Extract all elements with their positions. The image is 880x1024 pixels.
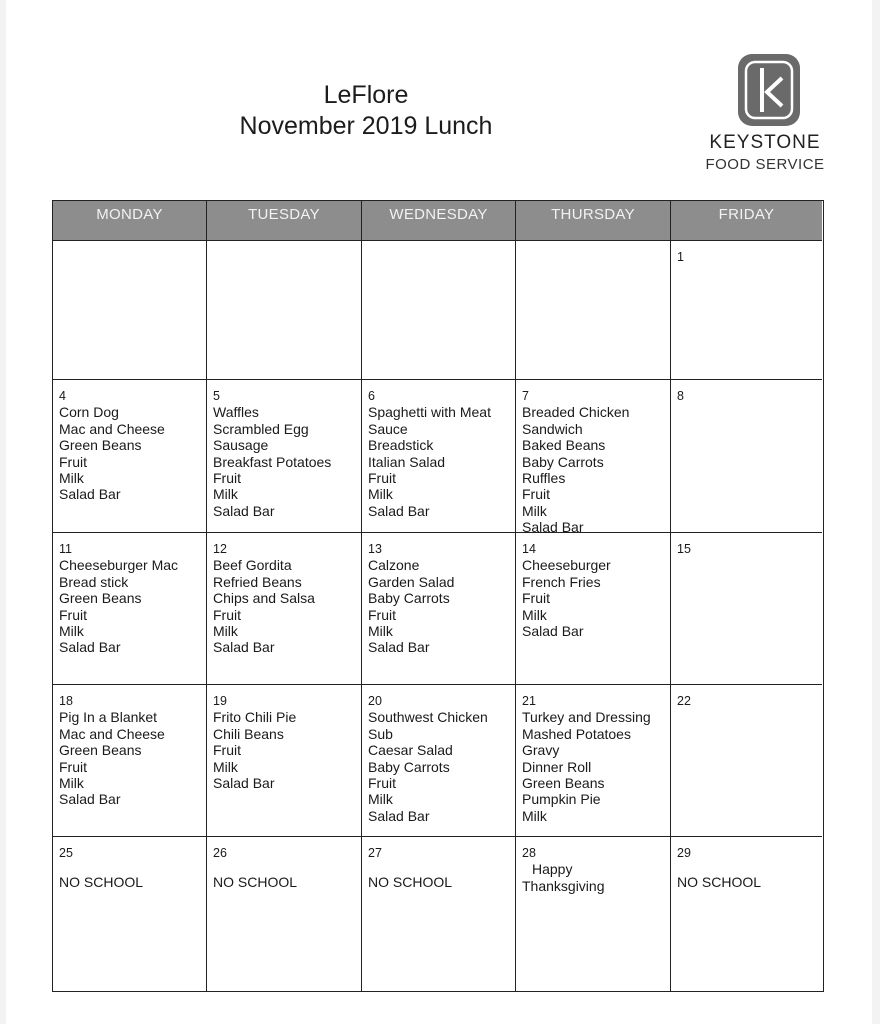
menu-item: Cheeseburger Mac xyxy=(59,557,179,574)
menu-item: Salad Bar xyxy=(213,775,275,792)
menu-item: Salad Bar xyxy=(59,791,121,808)
menu-item: Scrambled Egg xyxy=(213,420,309,437)
menu-item: Pumpkin Pie xyxy=(522,791,601,808)
menu-item: Breaded Chicken xyxy=(522,404,630,421)
menu-item: Chili Beans xyxy=(213,725,284,742)
menu-item: Milk xyxy=(522,807,547,824)
menu-item: Calzone xyxy=(368,557,420,574)
date-number: 11 xyxy=(59,542,72,556)
no-school-note: NO SCHOOL xyxy=(213,874,298,891)
menu-item: Salad Bar xyxy=(522,519,584,533)
day-cell xyxy=(53,685,207,837)
day-cell xyxy=(671,241,822,380)
date-number: 1 xyxy=(677,250,684,264)
no-school-note: NO SCHOOL xyxy=(677,874,762,891)
keystone-logo xyxy=(700,52,830,176)
date-number: 14 xyxy=(522,542,536,556)
logo-subtitle: FOOD SERVICE xyxy=(705,156,825,173)
menu-item: Fruit xyxy=(213,470,241,487)
menu-item: Breadstick xyxy=(368,437,434,454)
menu-item: Mashed Potatoes xyxy=(522,725,631,742)
menu-item: Salad Bar xyxy=(213,639,275,656)
date-number: 19 xyxy=(213,694,227,708)
menu-item: Turkey and Dressing xyxy=(522,709,651,726)
menu-item: Fruit xyxy=(522,590,550,607)
menu-item: Fruit xyxy=(59,606,87,623)
holiday-note-line1: Happy xyxy=(532,861,573,878)
menu-item: Pig In a Blanket xyxy=(59,709,158,726)
menu-item: Baby Carrots xyxy=(368,758,450,775)
logo-name: KEYSTONE xyxy=(709,132,821,153)
menu-item: Milk xyxy=(213,486,238,503)
menu-item: Salad Bar xyxy=(59,486,121,503)
day-cell xyxy=(362,837,516,992)
menu-item: Sauce xyxy=(368,420,408,437)
day-cell xyxy=(516,837,671,992)
menu-item: Waffles xyxy=(213,404,259,421)
day-cell xyxy=(207,533,362,685)
menu-item: Milk xyxy=(59,470,84,487)
day-header-friday: FRIDAY xyxy=(671,201,822,241)
day-cell xyxy=(53,533,207,685)
menu-item: Milk xyxy=(522,502,547,519)
menu-item: Breakfast Potatoes xyxy=(213,453,332,470)
menu-item: Milk xyxy=(368,791,393,808)
day-cell xyxy=(207,380,362,533)
day-cell xyxy=(671,380,822,533)
menu-item: Green Beans xyxy=(59,590,142,607)
menu-item: Frito Chili Pie xyxy=(213,709,297,726)
date-number: 5 xyxy=(213,389,220,403)
menu-item: Dinner Roll xyxy=(522,758,592,775)
no-school-note: NO SCHOOL xyxy=(368,874,453,891)
menu-item: Milk xyxy=(522,606,547,623)
menu-item: Green Beans xyxy=(522,775,605,792)
day-cell xyxy=(516,241,671,380)
menu-item: Fruit xyxy=(368,470,396,487)
menu-item: Italian Salad xyxy=(368,453,446,470)
menu-item: Fruit xyxy=(59,758,87,775)
day-cell xyxy=(362,380,516,533)
menu-item: Milk xyxy=(368,623,393,640)
menu-item: Salad Bar xyxy=(368,502,430,519)
date-number: 29 xyxy=(677,846,691,860)
day-cell xyxy=(671,837,822,992)
day-cell xyxy=(671,533,822,685)
menu-item: Ruffles xyxy=(522,470,566,487)
menu-item: Fruit xyxy=(213,606,241,623)
school-name: LeFlore xyxy=(323,81,409,109)
date-number: 22 xyxy=(677,694,691,708)
date-number: 4 xyxy=(59,389,66,403)
date-number: 25 xyxy=(59,846,73,860)
menu-item: Baked Beans xyxy=(522,437,606,454)
menu-item: Salad Bar xyxy=(59,639,121,656)
day-cell xyxy=(516,685,671,837)
menu-item: Milk xyxy=(213,758,238,775)
day-cell xyxy=(207,241,362,380)
date-number: 26 xyxy=(213,846,227,860)
date-number: 6 xyxy=(368,389,375,403)
date-number: 13 xyxy=(368,542,382,556)
date-number: 27 xyxy=(368,846,382,860)
menu-item: Milk xyxy=(368,486,393,503)
day-header-tuesday: TUESDAY xyxy=(207,201,362,241)
day-cell xyxy=(207,837,362,992)
menu-item: Beef Gordita xyxy=(213,557,292,574)
date-number: 7 xyxy=(522,389,529,403)
menu-item: Refried Beans xyxy=(213,573,302,590)
date-number: 21 xyxy=(522,694,536,708)
menu-item: Milk xyxy=(213,623,238,640)
date-number: 20 xyxy=(368,694,382,708)
menu-item: Fruit xyxy=(213,742,241,759)
day-cell xyxy=(207,685,362,837)
menu-item: Salad Bar xyxy=(522,623,584,640)
menu-item: Sausage xyxy=(213,437,269,454)
day-cell xyxy=(362,241,516,380)
menu-item: Southwest Chicken xyxy=(368,709,488,726)
menu-item: Salad Bar xyxy=(368,639,430,656)
menu-item: Baby Carrots xyxy=(522,453,604,470)
date-number: 18 xyxy=(59,694,73,708)
date-number: 28 xyxy=(522,846,536,860)
menu-title: November 2019 Lunch xyxy=(239,112,493,140)
menu-item: Garden Salad xyxy=(368,573,455,590)
menu-item: Chips and Salsa xyxy=(213,590,315,607)
no-school-note: NO SCHOOL xyxy=(59,874,144,891)
menu-item: Caesar Salad xyxy=(368,742,453,759)
lunch-calendar xyxy=(52,200,824,992)
day-header-monday: MONDAY xyxy=(53,201,207,241)
menu-item: Fruit xyxy=(368,606,396,623)
menu-item: French Fries xyxy=(522,573,601,590)
menu-item: Milk xyxy=(59,775,84,792)
date-number: 15 xyxy=(677,542,691,556)
day-header-thursday: THURSDAY xyxy=(516,201,671,241)
day-cell xyxy=(671,685,822,837)
day-cell xyxy=(362,685,516,837)
menu-item: Green Beans xyxy=(59,742,142,759)
holiday-note-line2: Thanksgiving xyxy=(522,877,605,894)
day-cell xyxy=(53,241,207,380)
menu-item: Fruit xyxy=(59,453,87,470)
menu-item: Mac and Cheese xyxy=(59,420,165,437)
day-cell xyxy=(53,380,207,533)
menu-item: Cheeseburger xyxy=(522,557,611,574)
menu-item: Salad Bar xyxy=(368,807,430,824)
menu-item: Fruit xyxy=(522,486,550,503)
menu-item: Fruit xyxy=(368,775,396,792)
menu-item: Corn Dog xyxy=(59,404,119,421)
day-cell xyxy=(362,533,516,685)
menu-item: Sub xyxy=(368,725,393,742)
day-cell xyxy=(516,380,671,533)
date-number: 8 xyxy=(677,389,684,403)
day-cell xyxy=(53,837,207,992)
day-header-wednesday: WEDNESDAY xyxy=(362,201,516,241)
menu-item: Green Beans xyxy=(59,437,142,454)
date-number: 12 xyxy=(213,542,227,556)
menu-item: Milk xyxy=(59,623,84,640)
keystone-k-logo-icon xyxy=(738,54,800,126)
menu-item: Spaghetti with Meat xyxy=(368,404,491,421)
menu-item: Bread stick xyxy=(59,573,129,590)
menu-item: Salad Bar xyxy=(213,502,275,519)
menu-item: Mac and Cheese xyxy=(59,725,165,742)
day-cell xyxy=(516,533,671,685)
menu-item: Gravy xyxy=(522,742,560,759)
menu-item: Sandwich xyxy=(522,420,583,437)
menu-item: Baby Carrots xyxy=(368,590,450,607)
menu-page xyxy=(6,0,872,1024)
